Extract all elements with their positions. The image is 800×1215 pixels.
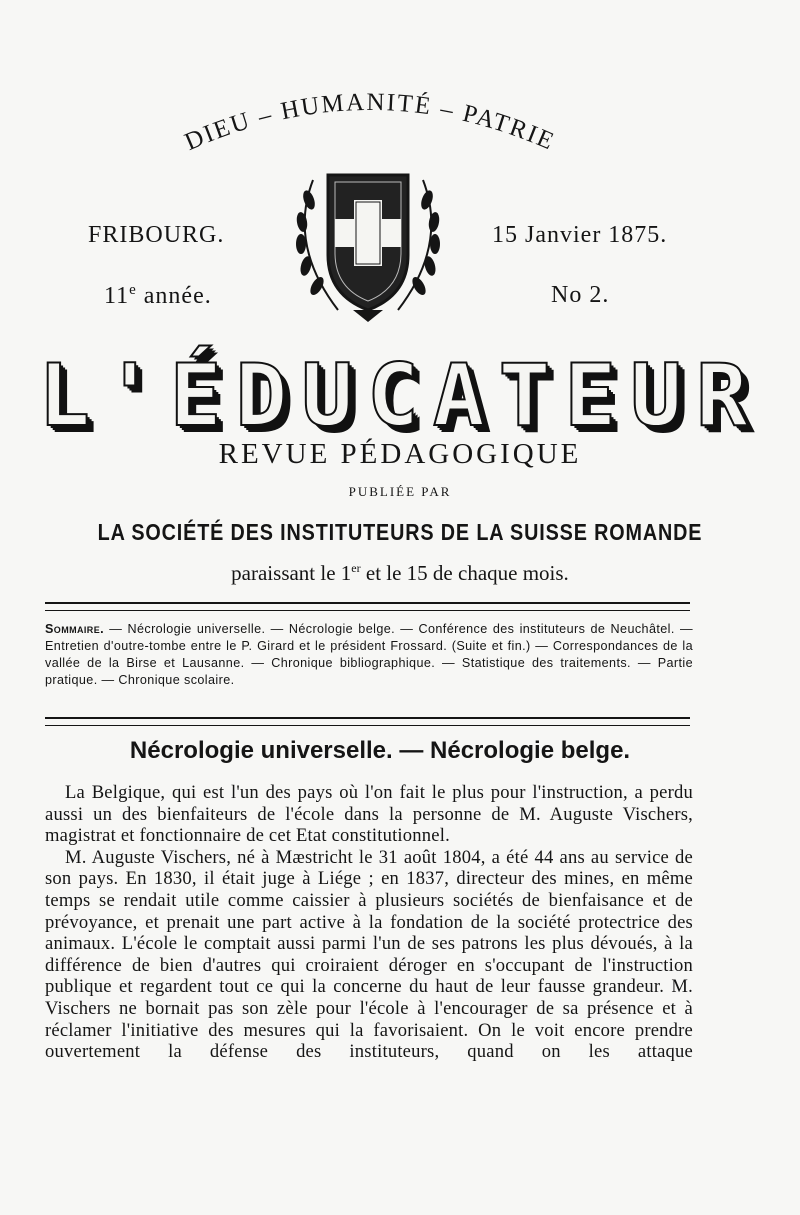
swiss-crest-icon [283, 160, 453, 330]
issue-number: No 2. [551, 282, 610, 308]
motto-text: DIEU – HUMANITÉ – PATRIE [180, 88, 560, 156]
volume-year [104, 282, 212, 310]
article-body [45, 782, 693, 1063]
article-paragraph: M. Auguste Vischers, né à Mæstricht le 31 août 1804, a été 44 ans au service de son pays. En 1830, il était juge à Liége ; en 1837, directeur des mines, en même temps se rendait utile comme caissier à plusieurs sociétés de bienfaisance et de prévoyance, et prenait une part active à la fondation de la société protectrice des animaux. L'école le comptait aussi parmi l'un de ses patrons les plus dévoués, à la différence de bien d'autres qui croiraient déroger en s'occupant de l'instruction publique et regardent tout ce qui la concerne du haut de leur fausse grandeur. M. Vischers ne bornait pas son zèle pour l'école à l'encourager de sa présence et à réclamer l'initiative des mesures qui la favorisaient. On le voit encore prendre ouvertement la défense des instituteurs, quand on les attaque [45, 846, 693, 1063]
article-heading: Nécrologie universelle. — Nécrologie belge. [129, 737, 631, 764]
divider-bottom [45, 717, 690, 726]
issue-date: 15 Janvier 1875. [492, 222, 668, 248]
article-paragraph: La Belgique, qui est l'un des pays où l'on fait le plus pour l'instruction, a perdu aussi un des bienfaiteurs de l'école dans la personne de M. Auguste Vischers, magistrat et fonctionnaire de cet Etat constitutionnel. [45, 782, 693, 847]
publication-schedule [0, 561, 800, 586]
divider-top [45, 602, 690, 611]
journal-subtitle: REVUE PÉDAGOGIQUE [218, 438, 582, 470]
publisher-society: LA SOCIÉTÉ DES INSTITUTEURS DE LA SUISSE ROMANDE [97, 519, 703, 545]
year-number: 11 [104, 283, 130, 309]
summary-lead: Sommaire. [45, 622, 104, 636]
table-of-contents [45, 621, 693, 689]
journal-title: L'ÉDUCATEUR [38, 346, 762, 446]
year-word: année. [143, 283, 212, 309]
schedule-after: et le 15 de chaque mois. [360, 561, 569, 585]
published-by-label: PUBLIÉE PAR [348, 484, 452, 499]
year-suffix: e [129, 282, 137, 298]
summary-text: — Nécrologie universelle. — Nécrologie belge. — Conférence des instituteurs de Neuchâtel. — Entretien d'outre-tombe entre le P. Girard et le président Frossard. (Suite et fin.) — Correspondances de la vallée de la Birse et Lausanne. — Chronique bibliographique. — Statistique des traitements. — Partie pratique. — Chronique scolaire. [45, 622, 693, 687]
city-label: FRIBOURG. [88, 222, 225, 248]
schedule-before: paraissant le 1 [231, 561, 352, 585]
schedule-sup: er [351, 561, 361, 575]
